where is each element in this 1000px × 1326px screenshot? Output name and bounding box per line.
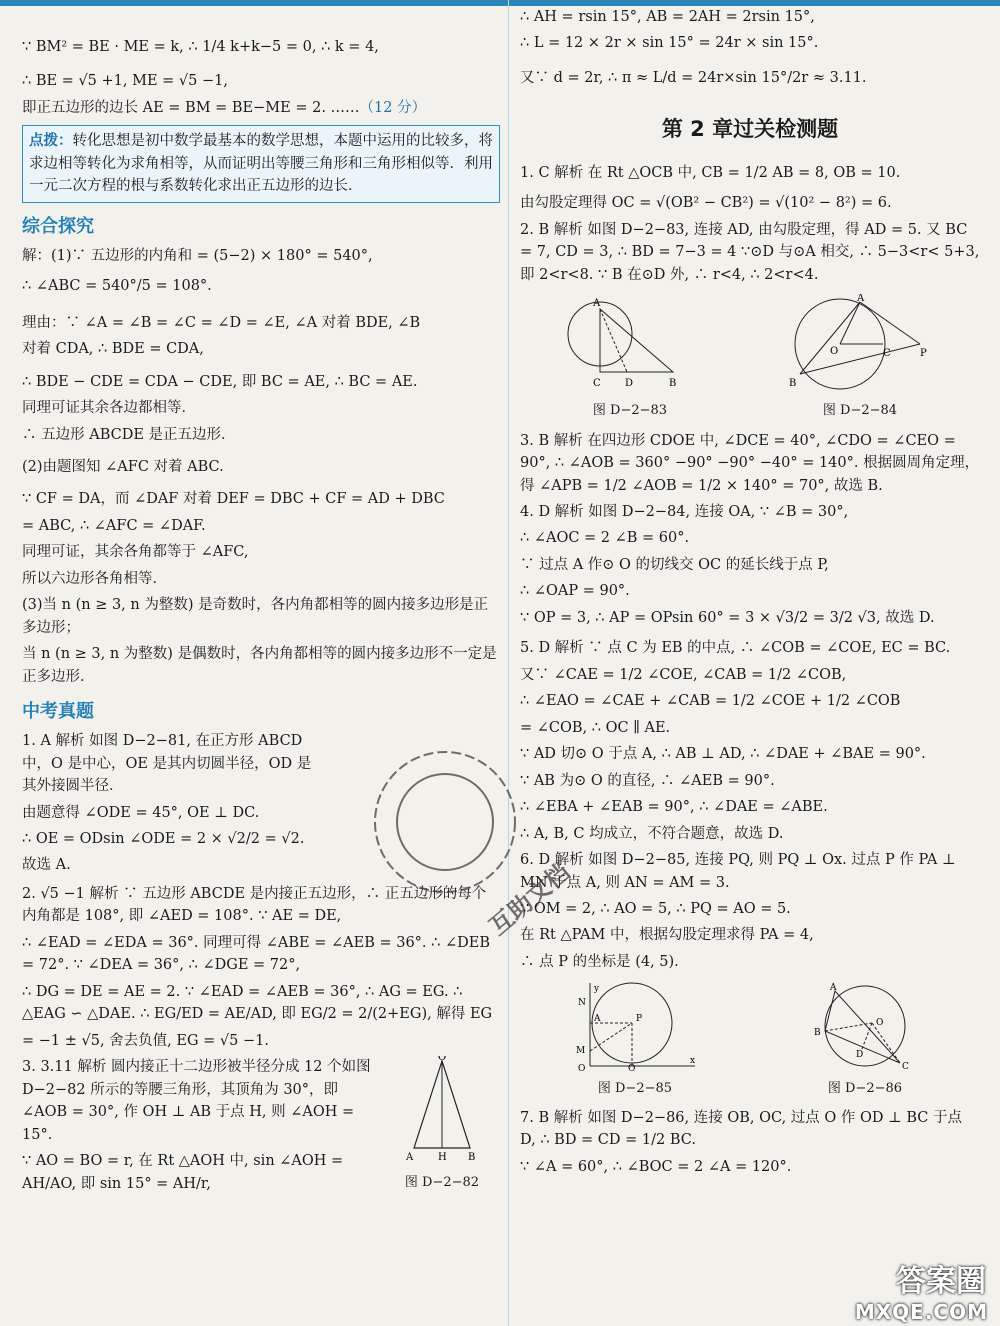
figure-d-2-85 bbox=[570, 981, 700, 1098]
answer-line: ∴ AH = rsin 15°, AB = 2AH = 2rsin 15°, bbox=[520, 9, 815, 25]
right-column bbox=[520, 6, 980, 1182]
tip-box bbox=[22, 125, 500, 202]
answer-line: 2. √5 −1 解析 ∵ 五边形 ABCDE 是内接正五边形，∴ 正五边形的每个内角都是 108°, 即 ∠AED = 108°. ∵ AE = DE, bbox=[22, 885, 487, 925]
solution-line: (3)当 n (n ≥ 3, n 为整数) 是奇数时，各内角都相等的圆内接多边形是正多边形； bbox=[22, 597, 489, 636]
brand-site: MXQE.COM bbox=[854, 1300, 988, 1324]
svg-text:B: B bbox=[669, 378, 677, 390]
answer-line: 1. A 解析 如图 D−2−81, 在正方形 ABCD 中，O 是中心，OE 是其内切圆半径，OD 是其外接圆半径． bbox=[22, 733, 312, 795]
figure-d-2-84 bbox=[785, 294, 935, 421]
section-title-comprehensive: 综合探究 bbox=[22, 215, 94, 237]
answer-line: 3. B 解析 在四边形 CDOE 中, ∠DCE = 40°, ∠CDO = ∠CEO = 90°, ∴ ∠AOB = 360° −90° −90° −40° = 140°. 根据圆周角定理，得 ∠APB = 1/2 ∠AOB = 1/2 × 140° = 70°, 故选 B. bbox=[520, 432, 980, 494]
svg-text:A: A bbox=[406, 1152, 414, 1164]
answer-line: 又∵ ∠CAE = 1/2 ∠COE, ∠CAB = 1/2 ∠COB, bbox=[520, 666, 847, 683]
solution-line: 解：(1)∵ 五边形的内角和 = (5−2) × 180° = 540°, bbox=[22, 247, 373, 264]
figure-caption: 图 D−2−85 bbox=[597, 1080, 673, 1096]
solution-line: ∴ BDE − CDE = CDA − CDE, 即 BC = AE, ∴ BC = AE. bbox=[22, 373, 418, 390]
answer-line: ∴ DG = DE = AE = 2. ∵ ∠EAD = ∠AEB = 36°, ∴ AG = EG. ∴ △EAG ∽ △DAE. ∴ EG/ED = AE/AD, 即 EG/2 = 2/(2+EG), 解得 EG bbox=[22, 983, 493, 1023]
svg-text:O: O bbox=[438, 1056, 447, 1064]
svg-text:C: C bbox=[883, 348, 891, 360]
svg-text:P: P bbox=[920, 348, 927, 360]
points-label: （12 分） bbox=[359, 99, 427, 116]
svg-text:M: M bbox=[576, 1046, 586, 1057]
answer-line: ∴ ∠EAO = ∠CAE + ∠CAB = 1/2 ∠COE + 1/2 ∠COB bbox=[520, 693, 901, 710]
solution-line: = ABC, ∴ ∠AFC = ∠DAF. bbox=[22, 517, 206, 534]
triangle-figure bbox=[402, 1056, 482, 1166]
answer-line: 3. 3.11 解析 圆内接正十二边形被半径分成 12 个如图 D−2−82 所示的等腰三角形，其顶角为 30°，即 ∠AOB = 30°, 作 OH ⊥ AB 于点 H, 则 ∠AOH = 15°. bbox=[22, 1059, 371, 1143]
figure-caption: 图 D−2−86 bbox=[827, 1080, 903, 1096]
svg-text:B: B bbox=[814, 1028, 821, 1039]
answer-line: ∴ ∠EBA + ∠EAB = 90°, ∴ ∠DAE = ∠ABE. bbox=[520, 799, 828, 816]
svg-text:D: D bbox=[856, 1050, 864, 1061]
answer-line: ∴ L = 12 × 2r × sin 15° = 24r × sin 15°. bbox=[520, 35, 819, 52]
solution-line: 同理可证，其余各角都等于 ∠AFC, bbox=[22, 544, 249, 561]
answer-line: 1. C 解析 在 Rt △OCB 中, CB = 1/2 AB = 8, OB = 10. bbox=[520, 164, 901, 181]
answer-line: 又∵ d = 2r, ∴ π ≈ L/d = 24r×sin 15°/2r ≈ 3.11. bbox=[520, 69, 867, 86]
watermark-stamp bbox=[360, 742, 530, 902]
svg-text:y: y bbox=[594, 984, 600, 995]
svg-text:A: A bbox=[830, 983, 837, 994]
svg-text:C: C bbox=[593, 378, 601, 390]
solution-line: ∴ ∠ABC = 540°/5 = 108°. bbox=[22, 278, 212, 295]
solution-line: 当 n (n ≥ 3, n 为整数) 是偶数时，各内角都相等的圆内接多边形不一定是正多边形． bbox=[22, 646, 497, 685]
answer-line: = −1 ± √5, 舍去负值, EG = √5 −1. bbox=[22, 1032, 269, 1049]
figure-d-2-86 bbox=[800, 981, 930, 1098]
solution-line: 同理可证其余各边都相等． bbox=[22, 400, 196, 417]
question-1 bbox=[22, 730, 322, 877]
answer-line: = ∠COB, ∴ OC ∥ AE. bbox=[520, 719, 671, 736]
brand-logo: 答案圈 bbox=[896, 1264, 986, 1299]
left-column bbox=[22, 6, 500, 1199]
svg-text:N: N bbox=[578, 998, 586, 1009]
svg-text:Q: Q bbox=[628, 1064, 636, 1072]
answer-line: 7. B 解析 如图 D−2−86, 连接 OB, OC, 过点 O 作 OD ⊥ BC 于点 D, ∴ BD = CD = 1/2 BC. bbox=[520, 1109, 963, 1149]
chapter-title: 第 2 章过关检测题 bbox=[661, 117, 839, 142]
answer-line: 故选 A. bbox=[22, 857, 71, 874]
svg-text:A: A bbox=[857, 294, 865, 305]
answer-line: 2. B 解析 如图 D−2−83, 连接 AD, 由勾股定理，得 AD = 5. 又 BC = 7, CD = 3, ∴ BD = 7−3 = 4 ∵⊙D 与⊙A 相交, ∴ 5−3<r< 5+3, 即 2<r<8. ∵ B 在⊙D 外, ∴ r<4, ∴ 2<r<4. bbox=[520, 221, 980, 283]
svg-text:D: D bbox=[625, 378, 634, 390]
svg-text:O: O bbox=[830, 346, 839, 358]
solution-line: ∴ 五边形 ABCDE 是正五边形． bbox=[22, 426, 236, 443]
answer-line: ∴ ∠AOC = 2 ∠B = 60°. bbox=[520, 530, 690, 547]
section-title-exam: 中考真题 bbox=[22, 701, 94, 723]
svg-text:C: C bbox=[902, 1062, 909, 1072]
svg-text:A: A bbox=[594, 1014, 601, 1025]
answer-line: ∵ AD 切⊙ O 于点 A, ∴ AB ⊥ AD, ∴ ∠DAE + ∠BAE = 90°. bbox=[520, 746, 926, 763]
svg-text:B: B bbox=[468, 1152, 476, 1164]
tip-text: 转化思想是初中数学最基本的数学思想，本题中运用的比较多，将求边相等转化为求角相等，从而证明出等腰三角形和三角形相似等．利用一元二次方程的根与系数转化求出正五边形的边长． bbox=[29, 133, 493, 195]
figure-d-2-83 bbox=[565, 294, 695, 421]
solution-line: 所以六边形各角相等． bbox=[22, 570, 167, 587]
answer-line: 6. D 解析 如图 D−2−85, 连接 PQ, 则 PQ ⊥ Ox. 过点 P 作 PA ⊥ MN 于点 A, 则 AN = AM = 3. bbox=[520, 852, 956, 891]
answer-line: ∴ A, B, C 均成立，不符合题意，故选 D. bbox=[520, 825, 784, 842]
answer-line: 由题意得 ∠ODE = 45°, OE ⊥ DC. bbox=[22, 804, 260, 821]
answer-line: 在 Rt △PAM 中，根据勾股定理求得 PA = 4, bbox=[520, 927, 814, 944]
figure-row-83-84 bbox=[520, 294, 980, 421]
solution-line: 对着 CDA, ∴ BDE = CDA, bbox=[22, 341, 204, 358]
solution-line: ∵ CF = DA，而 ∠DAF 对着 DEF = DBC + CF = AD + DBC bbox=[22, 491, 445, 508]
svg-text:H: H bbox=[438, 1152, 447, 1164]
svg-text:P: P bbox=[636, 1014, 643, 1025]
solution-line: 理由：∵ ∠A = ∠B = ∠C = ∠D = ∠E, ∠A 对着 BDE, ∠B bbox=[22, 314, 421, 331]
answer-line: ∴ ∠OAP = 90°. bbox=[520, 583, 630, 600]
proof-line: ∴ BE = √5 +1, ME = √5 −1, bbox=[22, 73, 228, 90]
answer-line: ∵ AB 为⊙ O 的直径, ∴ ∠AEB = 90°. bbox=[520, 772, 775, 789]
answer-line: 4. D 解析 如图 D−2−84, 连接 OA, ∵ ∠B = 30°, bbox=[520, 503, 849, 520]
figure-d-2-82 bbox=[402, 1056, 482, 1199]
figure-caption: 图 D−2−82 bbox=[404, 1175, 480, 1191]
question-3 bbox=[22, 1056, 500, 1199]
answer-line: ∵ OP = 3, ∴ AP = OPsin 60° = 3 × √3/2 = 3/2 √3, 故选 D. bbox=[520, 609, 935, 626]
svg-text:O: O bbox=[578, 1064, 586, 1072]
figure-row-85-86 bbox=[520, 981, 980, 1098]
proof-line: ∵ BM² = BE · ME = k, ∴ 1/4 k+k−5 = 0, ∴ k = 4, bbox=[22, 39, 379, 55]
svg-text:x: x bbox=[690, 1056, 696, 1067]
brand-watermark bbox=[830, 1264, 1000, 1326]
figure-caption: 图 D−2−84 bbox=[822, 403, 898, 419]
svg-text:B: B bbox=[789, 378, 797, 390]
watermark-text: 互助文档 bbox=[483, 857, 576, 941]
answer-line: ∵ AO = BO = r, 在 Rt △AOH 中, sin ∠AOH = AH/AO, 即 sin 15° = AH/r, bbox=[22, 1153, 344, 1192]
answer-line: 由勾股定理得 OC = √(OB² − CB²) = √(10² − 8²) = 6. bbox=[520, 195, 892, 212]
solution-line: (2)由题图知 ∠AFC 对着 ABC. bbox=[22, 458, 224, 475]
tip-label: 点拨： bbox=[29, 132, 73, 150]
answer-line: ∴ ∠EAD = ∠EDA = 36°. 同理可得 ∠ABE = ∠AEB = 36°. ∴ ∠DEB = 72°. ∵ ∠DEA = 36°, ∴ ∠DGE = 72°, bbox=[22, 934, 490, 974]
svg-text:O: O bbox=[876, 1018, 884, 1029]
answer-line: ∵ ∠A = 60°, ∴ ∠BOC = 2 ∠A = 120°. bbox=[520, 1158, 792, 1175]
answer-line: ∵ 过点 A 作⊙ O 的切线交 OC 的延长线于点 P, bbox=[520, 556, 829, 573]
proof-line: 即正五边形的边长 AE = BM = BE−ME = 2. ……（12 分） bbox=[22, 99, 427, 116]
answer-line: ∴ 点 P 的坐标是 (4, 5). bbox=[520, 953, 679, 970]
answer-line: 5. D 解析 ∵ 点 C 为 EB 的中点, ∴ ∠COB = ∠COE, EC = BC. bbox=[520, 640, 951, 657]
answer-line: ∵ OM = 2, ∴ AO = 5, ∴ PQ = AO = 5. bbox=[520, 901, 791, 918]
column-divider bbox=[508, 0, 509, 1326]
svg-text:A: A bbox=[593, 298, 601, 310]
answer-line: ∴ OE = ODsin ∠ODE = 2 × √2/2 = √2. bbox=[22, 830, 305, 847]
figure-caption: 图 D−2−83 bbox=[592, 403, 668, 419]
